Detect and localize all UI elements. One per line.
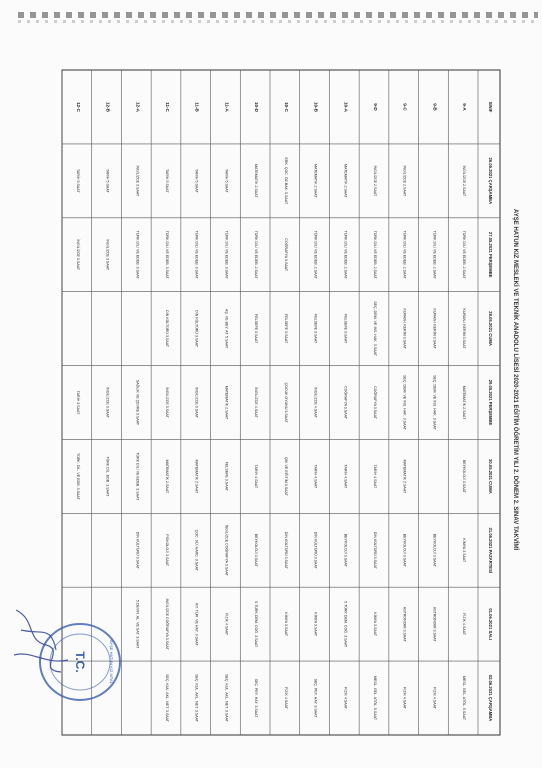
schedule-cell: TÜRK DİLİ VE EDEB. 3.SAAT bbox=[135, 452, 140, 501]
schedule-cell: ÇM. VE EĞİTİM 3.SAAT bbox=[283, 456, 288, 496]
schedule-cell: İNGİLİZCE 3.SAAT bbox=[105, 387, 110, 418]
schedule-cell: ERK. ÇOC. ÖZ.BAK. 5.SAAT bbox=[283, 157, 288, 205]
signature-icon bbox=[6, 600, 76, 680]
schedule-cell: TARİH 4.SAAT bbox=[343, 464, 348, 489]
schedule-cell: MATEMATİK 2.SAAT bbox=[254, 164, 259, 198]
schedule-cell: TÜRK DİLİ VE EDEB. 3.SAAT bbox=[135, 230, 140, 279]
schedule-cell: DİN KÜLTÜRÜ 3.SAAT bbox=[373, 531, 377, 569]
class-label: 12-B bbox=[105, 101, 111, 112]
schedule-cell: TARİH 4.SAAT bbox=[313, 464, 318, 489]
schedule-cell: TÜRK DİLİ VE EDEB. 2.SAAT bbox=[313, 230, 318, 279]
class-label: 11-C bbox=[165, 102, 170, 112]
schedule-cell: ÇOC. SÜ. HARC. 3.SAAT bbox=[194, 529, 199, 571]
class-label: 10-B bbox=[313, 101, 319, 112]
schedule-cell: TARİH 5.SAAT bbox=[224, 169, 229, 193]
column-header: 28.05.2021 CUMA bbox=[488, 311, 493, 346]
schedule-cell: TARİH 5.SAAT bbox=[165, 169, 169, 193]
schedule-cell: TÜRK DİLİ VE EDEB. 2.SAAT bbox=[462, 230, 467, 279]
schedule-cell: TARİH 3.SAAT bbox=[75, 390, 80, 415]
schedule-cell: DİN KÜLTÜRÜ 3.SAAT bbox=[313, 531, 318, 569]
schedule-cell: MATEMATİK 2.SAAT bbox=[194, 459, 199, 494]
schedule-cell: FELSEFE 3.SAAT bbox=[283, 314, 288, 344]
schedule-cell: TÜRK DİLİ VE EDEB. 2.SAAT bbox=[432, 230, 437, 279]
schedule-cell: MESL. GEL. ATÖL. 5.SAAT bbox=[373, 676, 377, 721]
column-header: 29.05.2021 PERŞEMBE bbox=[488, 379, 493, 426]
schedule-cell: MATEMATİK 2.SAAT bbox=[402, 459, 407, 494]
schedule-cell: TÜRK DİLİ VE EDEB. 3.SAAT bbox=[194, 230, 199, 279]
schedule-cell: İNGİLİZCE 4.SAAT bbox=[313, 387, 318, 418]
column-header: 30.05.2021 CUMA bbox=[488, 459, 493, 494]
schedule-cell: İNGİLİZCE 3.SAAT bbox=[105, 239, 110, 271]
schedule-cell: İNGİLİZCE 2.SAAT bbox=[462, 165, 467, 197]
schedule-cell: KİMYA 3.SAAT bbox=[462, 538, 467, 563]
schedule-cell: İNGİLİZCE 2.SAAT bbox=[402, 165, 407, 197]
schedule-cell: İNGİLİZCE 2.SAAT bbox=[373, 165, 377, 197]
schedule-cell: DİN KÜLTÜRÜ 3.SAAT bbox=[135, 531, 140, 569]
schedule-cell: TÜRK DİLİ VE EDEB. 3.SAAT bbox=[224, 230, 229, 279]
schedule-cell: SAĞLIK VE ÇEVRE 3.SAAT bbox=[135, 379, 140, 426]
schedule-cell: TÜRK DİLİ VE EDEB. 2.SAAT bbox=[402, 230, 407, 279]
schedule-cell: COĞRAFYA 3.SAAT bbox=[373, 386, 377, 419]
class-label: 9-B bbox=[432, 103, 438, 111]
schedule-cell: SEÇ. PEY. HAY. 3.SAAT bbox=[254, 678, 259, 718]
column-header: 01.06.2021 SALI bbox=[488, 608, 493, 641]
schedule-cell: TARİH 5.SAAT bbox=[194, 169, 199, 193]
schedule-cell: İNGİLİZCE 3.SAAT bbox=[194, 387, 199, 418]
schedule-cell: TARİH 4.SAAT bbox=[254, 464, 259, 489]
column-header: 31.05.2021 PAZARTESİ bbox=[488, 527, 493, 574]
document-title: AYŞE HATUN KIZ MESLEKİ VE TEKNİK ANADOLU LİSESİ 2020-2021 EĞİTİM ÖĞRETİM YILI 2. DÖNEM 2. SINAV TAKVİMİ bbox=[512, 209, 518, 551]
schedule-cell: SEÇ. PEY. HAY. 3.SAAT bbox=[313, 678, 318, 718]
schedule-cell: İNGİLİZCE COĞRAFYA 3.SAAT bbox=[165, 598, 169, 650]
schedule-cell: TÜRK. DİL. VE EDB. 3.SAAT bbox=[75, 453, 80, 500]
schedule-cell: ASTRONOMİ 3.SAAT bbox=[402, 606, 407, 642]
schedule-cell: İNGİLİZCE 4.SAAT bbox=[254, 387, 259, 418]
schedule-cell: BEYKOLOJİ 3.SAAT bbox=[402, 533, 407, 567]
schedule-cell: FİZİK 4.SAAT bbox=[432, 687, 437, 710]
schedule-cell: TÜRK DİLİ VE EDEB. 2.SAAT bbox=[343, 230, 348, 279]
schedule-cell: FİZİK 4.SAAT bbox=[462, 613, 467, 636]
schedule-cell: KİMYA 3.SAAT bbox=[313, 612, 318, 637]
schedule-cell: DİN KÜLTÜRÜ 3.SAAT bbox=[283, 531, 288, 569]
class-label: 9-A bbox=[462, 103, 468, 111]
schedule-cell: KURAN-I KERİM 3.SAAT bbox=[462, 308, 467, 349]
schedule-cell: İNGİLİZCE COĞRAFYA 3.SAAT bbox=[224, 524, 229, 576]
schedule-cell: DİN KÜLTÜRÜ 3.SAAT bbox=[165, 310, 169, 348]
column-header: 02.06.2021 ÇARŞAMBA bbox=[488, 674, 493, 722]
class-label: 10-C bbox=[283, 101, 289, 112]
schedule-cell: SEÇ. KUL. AKL. NET. 3.SAAT bbox=[165, 674, 169, 722]
schedule-cell: 5.TÜRK DEM. COĞ. 3.SAAT bbox=[254, 601, 259, 648]
schedule-cell: TÜRK DİLİ VE EDEB. 2.SAAT bbox=[254, 230, 259, 279]
class-label: 12-A bbox=[135, 101, 141, 112]
schedule-cell: KURAN-I KERİM 3.SAAT bbox=[432, 308, 437, 349]
schedule-cell: 5.DEVİR. AL. VE SAT. 3.SAAT bbox=[135, 599, 140, 649]
column-header: 26.05.2021 ÇARŞAMBA bbox=[488, 157, 493, 205]
schedule-cell: SEÇ. KUL. AKL. NET. 3.SAAT bbox=[194, 674, 199, 722]
schedule-cell: FELSEFE 3.SAAT bbox=[343, 314, 348, 344]
schedule-cell: İNGİLİZCE 3.SAAT bbox=[165, 387, 169, 418]
schedule-cell: COĞRAFYA 3.SAAT bbox=[283, 238, 288, 272]
schedule-cell: İNGİLİZCE 3.SAAT bbox=[75, 239, 80, 271]
schedule-cell: İNGİLİZCE 3.SAAT bbox=[135, 165, 140, 197]
class-label: 12-C bbox=[75, 101, 81, 112]
class-label: 11-B bbox=[194, 102, 200, 112]
schedule-cell: ASTRONOMİ 3.SAAT bbox=[432, 606, 437, 642]
schedule-cell: MATEMATİK 2.SAAT bbox=[165, 459, 169, 494]
schedule-cell: AŞ. VE BEY. AT. 5.SAAT bbox=[224, 309, 229, 349]
svg-text:AYŞE HATUN KIZ MTAL: AYŞE HATUN KIZ MTAL bbox=[109, 640, 114, 684]
schedule-cell: TÜRK DİLİ VE EDEB. 3.SAAT bbox=[165, 230, 169, 279]
schedule-cell: COĞRAFYA 3.SAAT bbox=[343, 386, 348, 419]
class-label: 9-C bbox=[402, 103, 408, 111]
schedule-cell: FİZİK 4.SAAT bbox=[283, 687, 288, 710]
schedule-cell: FELSEFE 3.SAAT bbox=[254, 314, 259, 344]
svg-text:T.C.: T.C. bbox=[73, 651, 87, 673]
schedule-cell: BEYKOLOJİ 3.SAAT bbox=[432, 533, 437, 567]
schedule-cell: KİMYA 3.SAAT bbox=[283, 612, 288, 637]
class-label: 11-A bbox=[224, 102, 230, 112]
column-header: 27.05.2021 PERŞEMBE bbox=[488, 231, 493, 278]
schedule-cell: SEÇ. DEM. VE İNS. HAK. 3.SAAT bbox=[432, 375, 437, 430]
schedule-cell: MESL. GEL. ATÖL. 5.SAAT bbox=[462, 676, 467, 721]
schedule-cell: MATEMATİK 2.SAAT bbox=[313, 164, 318, 198]
schedule-cell: PSİKOLOJİ 3.SAAT bbox=[165, 534, 169, 567]
class-label: 9-D bbox=[373, 103, 378, 111]
schedule-cell: SEÇ. DEM. VE İNS. HAK. 3.SAAT bbox=[402, 375, 407, 430]
schedule-cell: BEYKOLOJİ 3.SAAT bbox=[254, 533, 259, 567]
schedule-cell: TARİH 5.SAAT bbox=[105, 169, 110, 193]
class-label: 10-A bbox=[343, 101, 349, 112]
schedule-cell: İKT. TÜR. VE HAY. 3.SAAT bbox=[194, 602, 199, 646]
schedule-cell: SEÇ. KUL. AKL. NET. 3.SAAT bbox=[224, 674, 229, 722]
column-header: SINIF bbox=[488, 101, 493, 113]
schedule-cell: DİN KÜLTÜRÜ 3.SAAT bbox=[194, 310, 199, 348]
schedule-cell: BEYKOLOJİ 3.SAAT bbox=[343, 533, 348, 567]
schedule-cell: ÇOCUK OYUNU 3.SAAT bbox=[283, 382, 288, 423]
schedule-cell: MATEMATİK 2.SAAT bbox=[343, 164, 348, 198]
schedule-cell: SEÇ. DEM. VE İNS. HAK. 3.SAAT bbox=[373, 301, 377, 356]
schedule-cell: FİZİK 4.SAAT bbox=[224, 613, 229, 636]
schedule-cell: BEYKOLOJİ 3.SAAT bbox=[462, 459, 467, 493]
class-label: 10-D bbox=[254, 101, 260, 112]
schedule-cell: KURAN-I KERİM 3.SAAT bbox=[402, 308, 407, 349]
schedule-cell: TÜRK DİLİ VE EDEB. 2.SAAT bbox=[373, 230, 377, 279]
schedule-cell: FELSEFE 3.SAAT bbox=[224, 461, 229, 491]
schedule-cell: MATEMATİK 2.SAAT bbox=[224, 385, 229, 420]
schedule-cell: TARİH 4.SAAT bbox=[373, 464, 377, 489]
schedule-cell: TARİH 5.SAAT bbox=[75, 169, 80, 193]
schedule-cell: FİZİK 4.SAAT bbox=[343, 687, 348, 710]
schedule-cell: TÜRK DİL. EDB. 3.SAAT bbox=[105, 456, 110, 497]
schedule-cell: 5.TÜRK DEM. COĞ. 3.SAAT bbox=[343, 601, 348, 648]
schedule-cell: MATEMATİK 2.SAAT bbox=[462, 385, 467, 420]
schedule-cell: KİMYA 3.SAAT bbox=[373, 612, 377, 637]
schedule-cell: FİZİK 4.SAAT bbox=[402, 687, 407, 710]
schedule-cell: FELSEFE 3.SAAT bbox=[313, 314, 318, 344]
